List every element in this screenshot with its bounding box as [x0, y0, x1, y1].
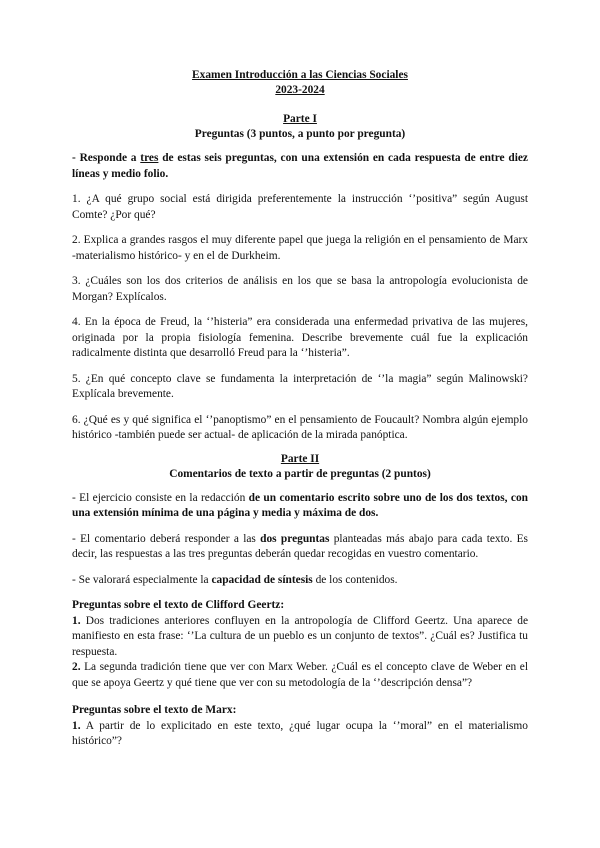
p2-text: - El comentario deberá responder a las [72, 532, 261, 545]
question-5: 5. ¿En qué concepto clave se fundamenta la interpretación de ‘’la magia” según Malinowski? Explícala brevemente. [72, 372, 528, 400]
part2-heading: Parte II [280, 452, 320, 465]
exam-year: 2023-2024 [275, 84, 325, 96]
instruction-emphasis: tres [140, 152, 159, 164]
geertz-question-2 [72, 660, 528, 691]
part2-paragraph-3 [72, 573, 528, 589]
marx-question-1 [72, 719, 528, 750]
exam-page [72, 68, 528, 750]
p3-text: - Se valorará especialmente la [72, 573, 212, 586]
part1-subheading: Preguntas (3 puntos, a punto por pregunta) [194, 128, 406, 140]
instruction-text-end: de estas seis preguntas, con una extensión en cada respuesta de entre diez líneas y medio folio. [72, 152, 528, 180]
question-6: 6. ¿Qué es y qué significa el ‘’panoptismo” en el pensamiento de Foucault? Nombra algún ejemplo histórico -también puede ser actual- de aplicación de la mirada panóptica. [72, 413, 528, 441]
question-3: 3. ¿Cuáles son los dos criterios de análisis en los que se basa la antropología evolucionista de Morgan? Explícalos. [72, 275, 528, 303]
question-text: Dos tradiciones anteriores confluyen en la antropología de Clifford Geertz. Una aparece de manifiesto en esta frase: ‘’La cultura de un pueblo es un conjunto de textos”. ¿Cuál es? Justifica tu respuesta. [72, 614, 528, 658]
question-1: 1. ¿A qué grupo social está dirigida preferentemente la instrucción ‘’positiva” según August Comte? ¿Por qué? [72, 193, 528, 221]
p3-text-end: de los contenidos. [312, 573, 398, 586]
question-4: 4. En la época de Freud, la ‘’histeria” era considerada una enfermedad privativa de las mujeres, originada por la propia fisiología femenina. Describe brevemente cuál fue la explicación radicalmente distinta que desarrolló Freud para la ‘’histeria”. [72, 316, 528, 359]
part1-instruction [72, 151, 528, 182]
part2-subheading: Comentarios de texto a partir de preguntas (2 puntos) [169, 467, 431, 480]
instruction-text: - Responde a [72, 152, 141, 164]
exam-title: Examen Introducción a las Ciencias Sociales [192, 69, 408, 81]
geertz-question-1 [72, 614, 528, 661]
question-2: 2. Explica a grandes rasgos el muy diferente papel que juega la religión en el pensamiento de Marx -materialismo histórico- y en el de Durkheim. [72, 234, 528, 262]
part2-paragraph-2 [72, 532, 528, 563]
question-number: 2. [72, 661, 81, 673]
question-text: A partir de lo explicitado en este texto, ¿qué lugar ocupa la ‘’moral” en el materialismo histórico”? [72, 719, 528, 747]
part1-heading: Parte I [283, 113, 317, 125]
question-number: 1. [72, 614, 81, 627]
p2-text-end: planteadas más abajo para cada texto. Es decir, las respuestas a las tres preguntas deberán quedar recogidas en vuestro comentario. [72, 532, 528, 560]
p1-text: - El ejercicio consiste en la redacción [72, 491, 249, 504]
marx-heading: Preguntas sobre el texto de Marx: [72, 704, 237, 716]
question-text: La segunda tradición tiene que ver con Marx Weber. ¿Cuál es el concepto clave de Weber en el que se apoya Geertz y qué tiene que ver con su metodología de la ‘’descripción densa”? [72, 661, 528, 689]
part2-paragraph-1 [72, 491, 528, 522]
p1-emphasis: de un comentario escrito sobre uno de los dos textos, con una extensión mínima de una página y media y máxima de dos. [72, 491, 528, 519]
geertz-heading: Preguntas sobre el texto de Clifford Geertz: [72, 599, 285, 611]
p2-emphasis: dos preguntas [260, 532, 330, 545]
question-number: 1. [72, 719, 81, 732]
p3-emphasis: capacidad de síntesis [211, 573, 313, 586]
